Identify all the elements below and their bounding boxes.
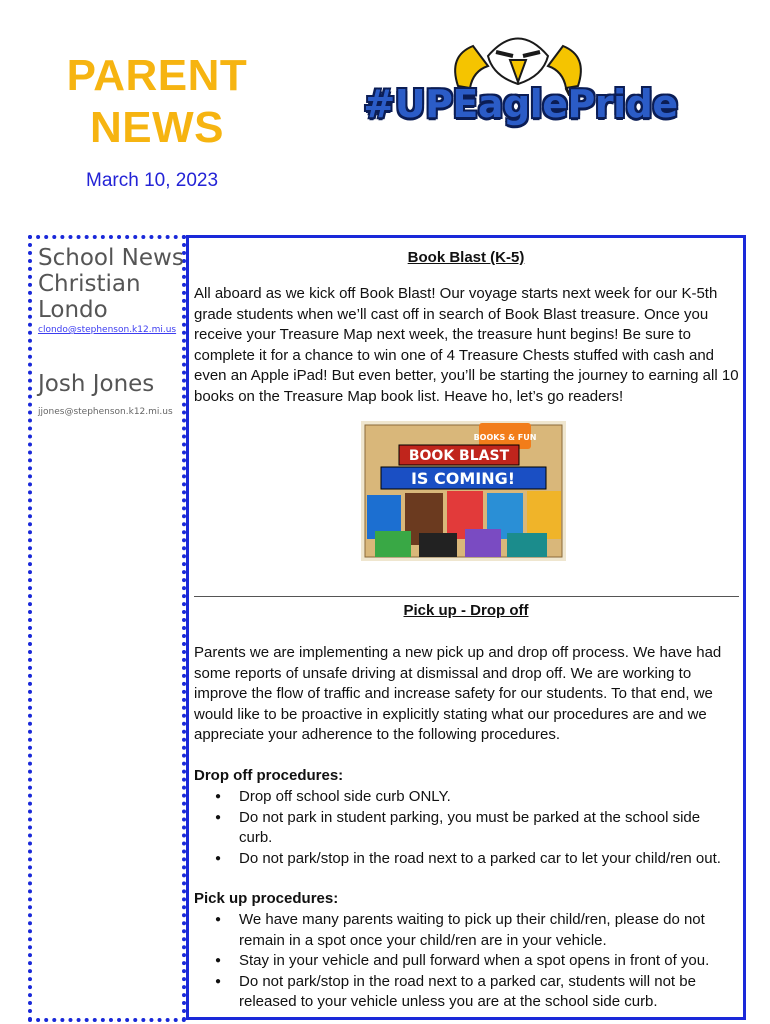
book-blast-paragraph: All aboard as we kick off Book Blast! Our voyage starts next week for our K-5th grade students when we’ll cast off in search of Book Blast treasure. Once you receive your Treasure Map next week, the treasure hunt begins! Be sure to complete it for a chance to win one of 4 Treasure Chests stuffed with cash and even an Apple iPad! But even better, you’ll be starting the journey to earning all 10 books on the Treasure Map book list. Heave ho, let’s go readers! <box>194 285 739 405</box>
list-item: ● We have many parents waiting to pick up their child/ren, please do not remain in a spot once your child/ren are in your vehicle. <box>209 910 729 951</box>
book-blast-image <box>361 421 566 561</box>
list-item: ● Do not park/stop in the road next to a parked car, students will not be released to your vehicle unless you are at the school side curb. <box>209 972 729 1013</box>
image-banner: BOOK BLAST <box>408 448 510 464</box>
section-title-pickup: Pick up - Drop off <box>403 602 529 619</box>
pickup-paragraph: Parents we are implementing a new pick up and drop off process. We have had some reports of unsafe driving at dismissal and drop off. We are working to improve the flow of traffic and increase safety for our students. To that end, we would like to be proactive in explicitly stating what our procedures are and we appreciate your adherence to the following procedures. <box>194 644 722 743</box>
list-item: ● Do not park in student parking, you must be parked at the school side curb. <box>209 808 729 849</box>
title-line-1: PARENT <box>66 51 248 100</box>
logo-hashtag-text: #UPEaglePride <box>363 82 678 126</box>
main-content <box>186 235 746 1020</box>
list-item: ● Do not park/stop in the road next to a parked car to let your child/ren out. <box>209 849 729 870</box>
image-banner-small: BOOKS & FUN <box>473 433 537 442</box>
dropoff-list <box>209 787 729 869</box>
sidebar-heading: School News <box>38 245 184 271</box>
pickup-list <box>209 910 729 1013</box>
image-headline: IS COMING! <box>410 469 516 488</box>
eagle-pride-logo <box>338 26 703 136</box>
contact-name: Christian Londo <box>38 271 141 323</box>
newsletter-title <box>52 50 262 154</box>
contact-email-link[interactable]: clondo@stephenson.k12.mi.us <box>38 325 177 335</box>
section-divider <box>194 596 739 597</box>
list-item: ● Drop off school side curb ONLY. <box>209 787 729 808</box>
pickup-heading: Pick up procedures: <box>194 890 339 907</box>
title-line-2: NEWS <box>90 103 224 152</box>
newsletter-date: March 10, 2023 <box>86 170 219 191</box>
contact-email: jjones@stephenson.k12.mi.us <box>38 407 173 417</box>
sidebar <box>28 235 186 1022</box>
dropoff-heading: Drop off procedures: <box>194 767 344 784</box>
contact-name: Josh Jones <box>38 371 155 397</box>
list-item: ● Stay in your vehicle and pull forward when a spot opens in front of you. <box>209 951 729 972</box>
section-title-book-blast: Book Blast (K-5) <box>407 249 525 266</box>
